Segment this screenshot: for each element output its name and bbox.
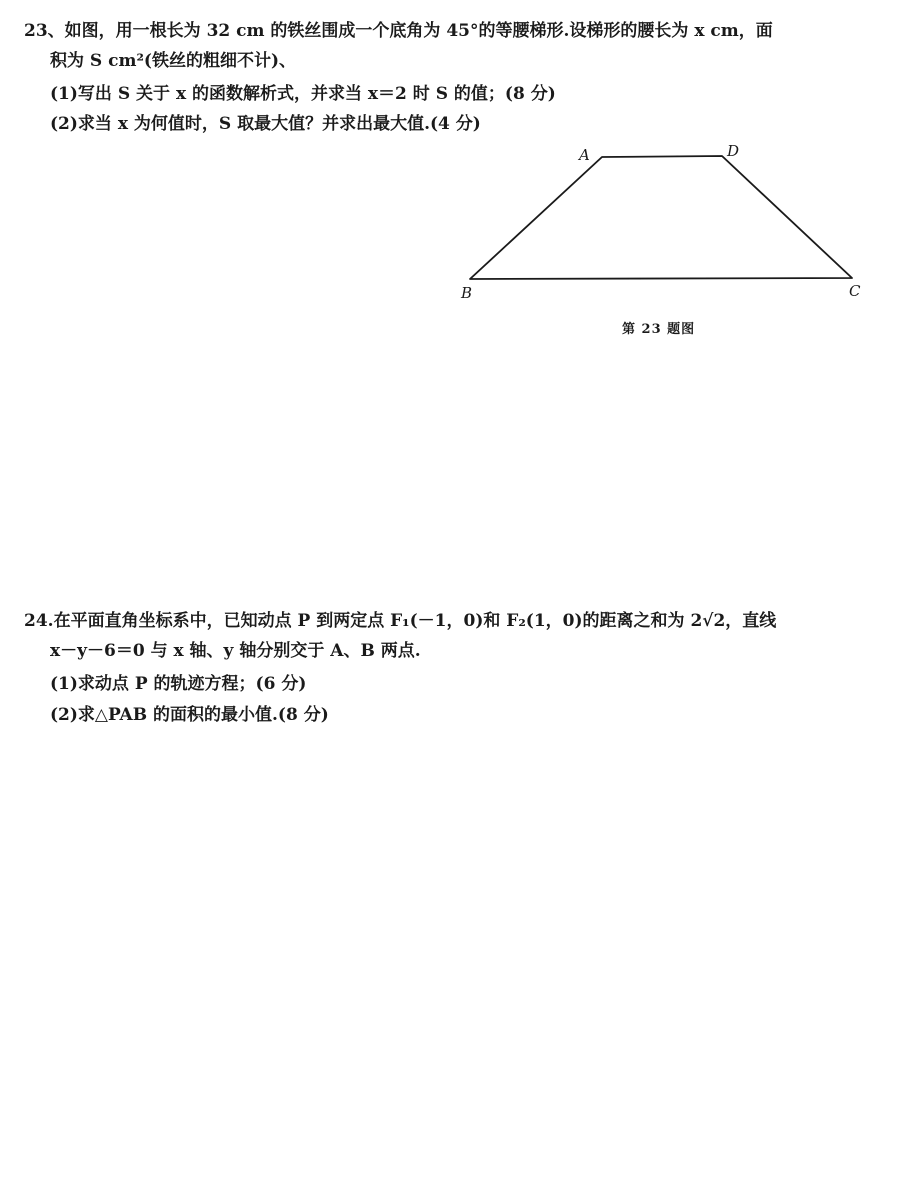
vertex-b-label: B [461,284,473,302]
question-23-part-1: (1)写出 S 关于 x 的函数解析式，并求当 x＝2 时 S 的值；(8 分) [50,84,556,104]
question-23-line-1 [24,20,773,42]
trapezoid-shape [470,156,852,279]
question-23-part-2: (2)求当 x 为何值时，S 取最大值？并求出最大值.(4 分) [50,114,481,134]
question-24-line-2: x－y－6＝0 与 x 轴、y 轴分别交于 A、B 两点. [50,641,421,661]
question-24-number: 24. [24,611,54,631]
question-24-line-1 [24,610,776,632]
trapezoid-figure [455,138,875,308]
question-23-text-1: 如图，用一根长为 32 cm 的铁丝围成一个底角为 45°的等腰梯形.设梯形的腰长为 x cm，面 [64,21,773,41]
question-23-number: 23、 [24,21,65,41]
trapezoid-diagram [455,138,875,308]
vertex-c-label: C [849,282,861,300]
question-24-part-2: (2)求△PAB 的面积的最小值.(8 分) [50,705,329,725]
vertex-a-label: A [579,146,590,164]
question-23-line-2: 积为 S cm²(铁丝的粗细不计)、 [50,51,296,71]
question-24-text-1: 在平面直角坐标系中，已知动点 P 到两定点 F₁(－1，0)和 F₂(1，0)的距离之和为 2√2，直线 [53,611,777,631]
vertex-d-label: D [727,142,740,160]
question-24-part-1: (1)求动点 P 的轨迹方程；(6 分) [50,674,307,694]
figure-caption: 第 23 题图 [622,322,696,337]
